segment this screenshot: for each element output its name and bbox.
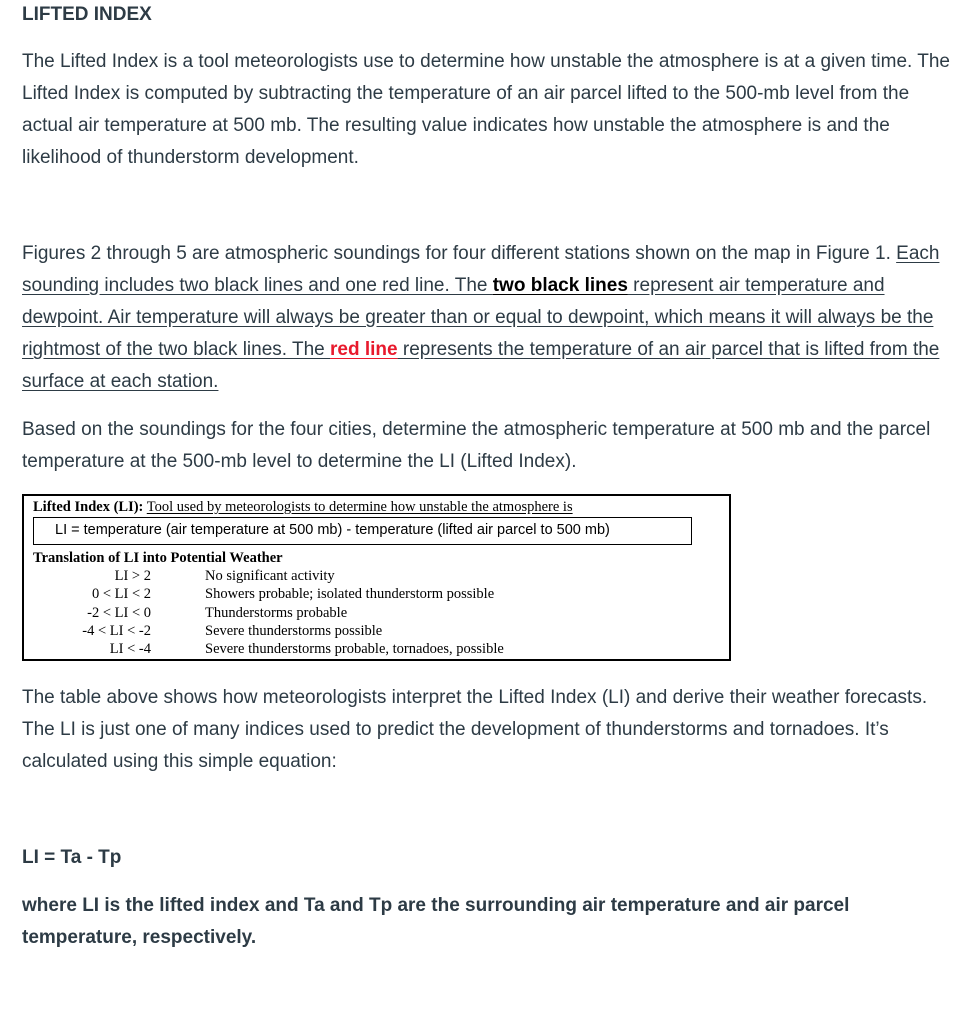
formula-box: LI = temperature (air temperature at 500 mb) - temperature (lifted air parcel to 500 mb) (33, 517, 692, 545)
two-black-lines-label: two black lines (492, 275, 628, 296)
figure-title-prefix: Lifted Index (LI): (33, 499, 144, 515)
lifted-index-table-figure (22, 494, 731, 661)
figures-underlined-3: represents the temperature of an air parcel that is lifted from the surface at each station. (22, 339, 940, 392)
table-row (33, 586, 723, 604)
page-title: LIFTED INDEX (22, 4, 152, 25)
table-row (33, 641, 723, 659)
weather-description: Severe thunderstorms probable, tornadoes, possible (205, 641, 504, 658)
weather-description: No significant activity (205, 568, 335, 584)
li-condition: LI < -4 (109, 641, 151, 658)
figure-title-rest: Tool used by meteorologists to determine how unstable the atmosphere is (146, 499, 573, 515)
translation-heading: Translation of LI into Potential Weather (33, 550, 283, 566)
equation: LI = Ta - Tp (22, 847, 122, 868)
weather-description: Showers probable; isolated thunderstorm possible (205, 586, 495, 603)
figures-underlined-2: represent air temperature and dewpoint. Air temperature will always be greater than or equal to dewpoint, which means it will always be the rightmost of the two black lines. The (22, 275, 934, 360)
task-paragraph: Based on the soundings for the four cities, determine the atmospheric temperature at 500 mb and the parcel temperature at the 500-mb level to determine the LI (Lifted Index). (22, 419, 931, 472)
li-condition: -4 < LI < -2 (82, 622, 151, 639)
weather-description: Thunderstorms probable (205, 604, 348, 621)
figures-lead: Figures 2 through 5 are atmospheric soundings for four different stations shown on the map in Figure 1. (22, 243, 897, 264)
figures-paragraph (22, 238, 962, 398)
weather-description: Severe thunderstorms possible (205, 622, 383, 639)
red-line-label: red line (330, 339, 398, 360)
li-condition: LI > 2 (114, 568, 151, 584)
table-row (33, 623, 723, 641)
intro-paragraph: The Lifted Index is a tool meteorologists use to determine how unstable the atmosphere is at a given time. The Lifted Index is computed by subtracting the temperature of an air parcel lifted to the 500-mb level from the actual air temperature at 500 mb. The resulting value indicates how unstable the atmosphere is and the likelihood of thunderstorm development. (22, 51, 951, 168)
figures-underlined-1: Each sounding includes two black lines and one red line. The (22, 243, 940, 296)
explanation-paragraph: The table above shows how meteorologists interpret the Lifted Index (LI) and derive their weather forecasts. The LI is just one of many indices used to predict the development of thunderstorms and tornadoes. It’s calculated using this simple equation: (22, 687, 928, 772)
table-row (33, 605, 723, 623)
li-condition: -2 < LI < 0 (87, 604, 151, 621)
equation-definition: where LI is the lifted index and Ta and Tp are the surrounding air temperature and air parcel temperature, respectively. (22, 895, 850, 948)
translation-table (33, 568, 723, 659)
figure-title (33, 499, 573, 516)
table-row (33, 568, 723, 586)
li-condition: 0 < LI < 2 (91, 586, 151, 603)
